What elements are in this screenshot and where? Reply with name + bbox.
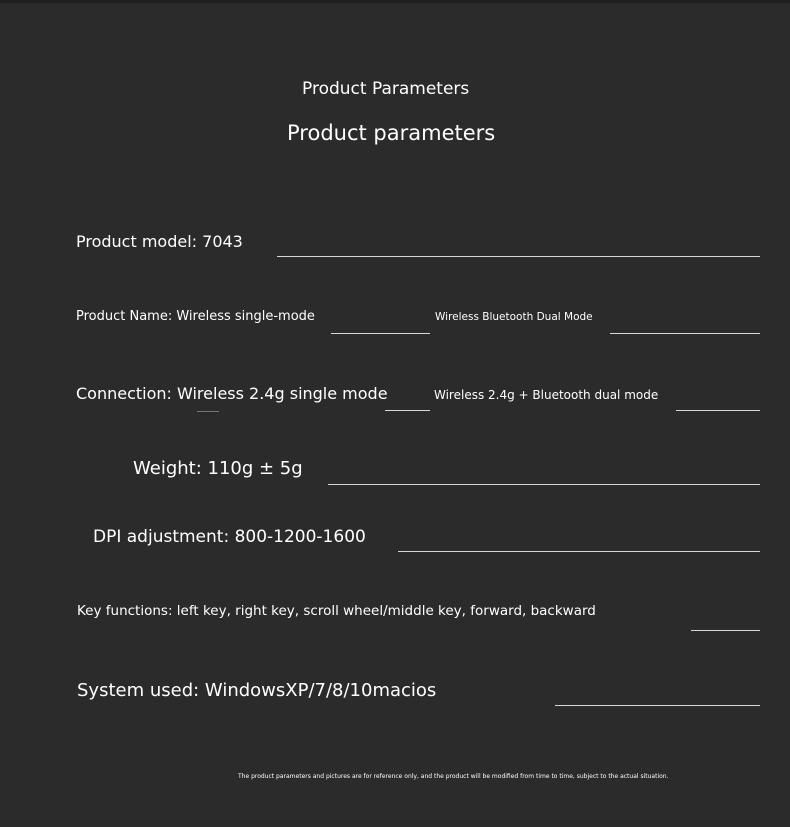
- system-underline: [555, 705, 760, 706]
- dpi-adjustment: DPI adjustment: 800-1200-1600: [93, 527, 366, 547]
- name-underline-2: [610, 333, 760, 334]
- connection: Connection: Wireless 2.4g single mode: [76, 384, 388, 403]
- connection-alt: Wireless 2.4g + Bluetooth dual mode: [434, 388, 659, 402]
- system-used: System used: WindowsXP/7/8/10macios: [77, 680, 437, 701]
- weight: Weight: 110g ± 5g: [133, 458, 303, 479]
- top-border: [0, 0, 790, 3]
- connection-underline-2: [676, 410, 760, 411]
- product-model: Product model: 7043: [76, 232, 243, 251]
- weight-underline: [328, 484, 760, 485]
- footer-disclaimer: The product parameters and pictures are for reference only, and the product will be modified from time to time, subject to the actual situation.: [238, 773, 669, 780]
- page-title: Product parameters: [287, 121, 496, 145]
- connection-underline-1: [385, 410, 430, 411]
- product-name-alt: Wireless Bluetooth Dual Mode: [435, 311, 593, 323]
- name-underline-1: [331, 333, 430, 334]
- keys-underline: [691, 630, 760, 631]
- connection-mark: [197, 411, 219, 412]
- key-functions: Key functions: left key, right key, scroll wheel/middle key, forward, backward: [77, 603, 596, 619]
- dpi-underline: [398, 551, 760, 552]
- model-underline: [277, 256, 760, 257]
- header-subtitle: Product Parameters: [302, 79, 470, 99]
- product-name: Product Name: Wireless single-mode: [76, 309, 315, 324]
